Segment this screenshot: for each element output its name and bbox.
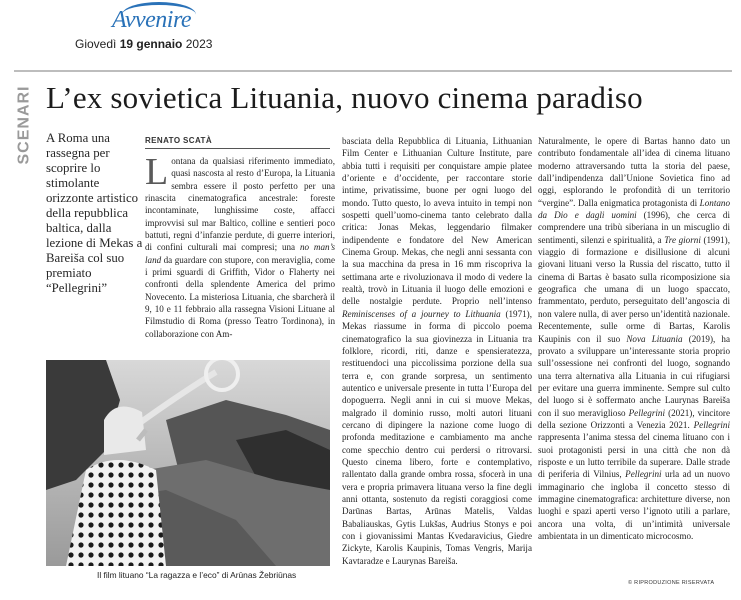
col1-em: no man’s land	[145, 242, 335, 265]
col1-text-end: da guardare con stupore, con meraviglia, come i primi sguardi di Griffith, Vidor o Flaherty nei confronti della splendente America del primo Novecento. La misteriosa Lituania, che sbarcherà il 9, 10 e 11 febbraio alla rassegna Visioni Lituane al Filmstudio di Roma (presso Teatro Tordinona), in collaborazione con Am-	[145, 254, 335, 339]
col3-text-2: (1996), che cerca di comprendere una tribù siberiana in un miscuglio di sentimenti, silenzi e spiritualità, a	[538, 210, 730, 245]
col3-em-2: Tre giorni	[664, 234, 701, 245]
newspaper-logo: Avvenire	[112, 7, 192, 33]
col3-text-6: rappresenta l’anima stessa del cinema lituano con i suoi protagonisti persi in una città che non dà risposte e un lutto terribile da superare. Dalle strade di periferia di Vilnius,	[538, 432, 730, 480]
header-rule	[14, 70, 732, 72]
col2-text-end: (1971), Mekas riassume in forma di piccolo poema cinematografico la sua giovinezza in Lituania tra folklore, ricordi, riti, danze e spensieratezza, restituendoci una piccolissima porzione della sua terra e, con grande sorpresa, un sentimento autentico e universale presente in tutta l’Europa del dopoguerra. Negli anni in cui si muove Mekas, malgrado il dominio russo, molti autori lituani cercano di dipingere la nazione come luogo di profonda meditazione e cambiamento ma anche come specchio dentro cui perdersi o ritrovarsi. Questo cinema libero, forte e contemplativo, rallentato dalla grande ombra rossa, sfocerà in una vera e propria primavera lituana verso la fine degli anni ottanta, sostenuto da registi coraggiosi come Darūnas Bartas, Arūnas Matelis, Valdas Babaliauskas, Gytis Lukšas, Audrius Stonys e poi con i giovanissimi Mantas Kvedaravicius, Giedre Zickyte, Karolis Kaupinis, Tomas Vengris, Marija Kavtaradze e Laurynas Bareiša.	[342, 308, 532, 566]
article-column-2	[342, 135, 532, 587]
col1-text: ontana da qualsiasi riferimento immediato, quasi nascosta al resto d’Europa, la Lituania sembra essere il posto perfetto per una rinascita cinematografica ancestrale: foreste incontaminate, lunghissime coste, affacci improvvisi sul mar Baltico, colline e sentieri poco battuti, regni d’infanzie perdute, di guerre interiori, di confini culturali mai compresi; una	[145, 156, 335, 253]
byline: RENATO SCATÀ	[145, 136, 213, 145]
headline: L’ex sovietica Lituania, nuovo cinema paradiso	[46, 80, 643, 115]
col2-em: Reminiscenses of a journey to Lithuania	[342, 308, 501, 319]
col2-text: basciata della Repubblica di Lituania, Lithuanian Film Center e Lithuanian Culture Institute, pare abbia tutti i requisiti per conquistare ampie platee d’oriente e d’occidente, per raccontare storie intime, privatissime, buone per ogni luogo del mondo. Tutto questo, lo aveva intuito in tempi non sospetti quell’uomo-cinema tanto celebrato dalla critica: Jonas Mekas, leggendario filmaker indipendente e fondatore del New American Cinema Group. Mekas, che negli anni sessanta con la sua macchina da presa in 16 mm riscopriva la settimana arte e rivoluzionava il modo di vedere la realtà, trovò in Lituania il luogo delle emozioni e delle nostalgie perdute. Proprio nell’intenso	[342, 136, 532, 307]
col3-em-3: Nova Lituania	[626, 333, 683, 344]
summary: A Roma una rassegna per scoprire lo stimolante orizzonte artistico della repubblica baltica, dalla lezione di Mekas a Bareiša col suo premiato “Pellegrini”	[46, 131, 143, 295]
byline-rule	[145, 148, 330, 149]
issue-date	[75, 37, 212, 51]
col3-text-7: urla ad un nuovo immaginario che ingloba il concetto stesso di immagine cinematografica: architetture diverse, non luoghi e spazi aperti verso l’ignoto utili a parlare, ancora una volta, di un’intimità universale ambientata in un dimenticato microcosmo.	[538, 469, 730, 541]
section-label-text: SCENARI	[15, 85, 33, 165]
col3-text-1: Naturalmente, le opere di Bartas hanno dato un contributo fondamentale all’idea di cinema lituano moderno attraversando tutta la storia del paese, dall’indipendenza dall’Unione Sovietica fino ad oggi, esplorando le profondità di un territorio “vergine”. Dalla enigmatica protagonista di	[538, 136, 730, 208]
photo-caption: Il film lituano “La ragazza e l’eco” di Arūnas Žebriūnas	[97, 570, 297, 580]
col3-text-4: (2019), ha provato a sviluppare un’interessante storia proprio sull’ossessione nei confronti del luogo, sognando una terra alternativa alla Lituania in cui rifugiarsi per evitare una guerra imminente. Sempre sul culto del luogo si è soffermato anche Laurynas Bareiša con il suo meraviglioso	[538, 333, 730, 418]
col3-em-1: Lontano da Dio e dagli uomini	[538, 197, 730, 221]
col3-text-3: (1991), viaggio di formazione e disillusione di alcuni giovani lituani verso la Russia del riscatto, tutto il cinema di Bartas è basato sulla ricomposizione sia geografica che umana di un luogo spaccato, frammentato, perduto, perseguitato dell’angoscia di non valere nulla, di aver perso un’identità nazionale. Recentemente, sulle orme di Bartas, Karolis Kaupinis con il suo	[538, 234, 730, 344]
col3-em-5: Pellegrini	[693, 419, 730, 430]
article-column-1	[145, 155, 335, 355]
date-weekday: Giovedì	[75, 37, 117, 51]
film-still-photo	[46, 360, 330, 566]
copyright-notice: © RIPRODUZIONE RISERVATA	[628, 580, 715, 586]
section-label	[10, 86, 38, 164]
date-year: 2023	[185, 37, 213, 51]
col3-em-6: Pellegrini	[625, 469, 662, 480]
col3-em-4: Pellegrini	[628, 407, 665, 418]
col3-text-5: (2021), vincitore della sezione Orizzonti a Venezia 2021.	[538, 407, 730, 430]
article-column-3	[538, 135, 730, 575]
drop-cap: L	[145, 155, 169, 193]
date-day-month: 19 gennaio	[119, 37, 183, 51]
